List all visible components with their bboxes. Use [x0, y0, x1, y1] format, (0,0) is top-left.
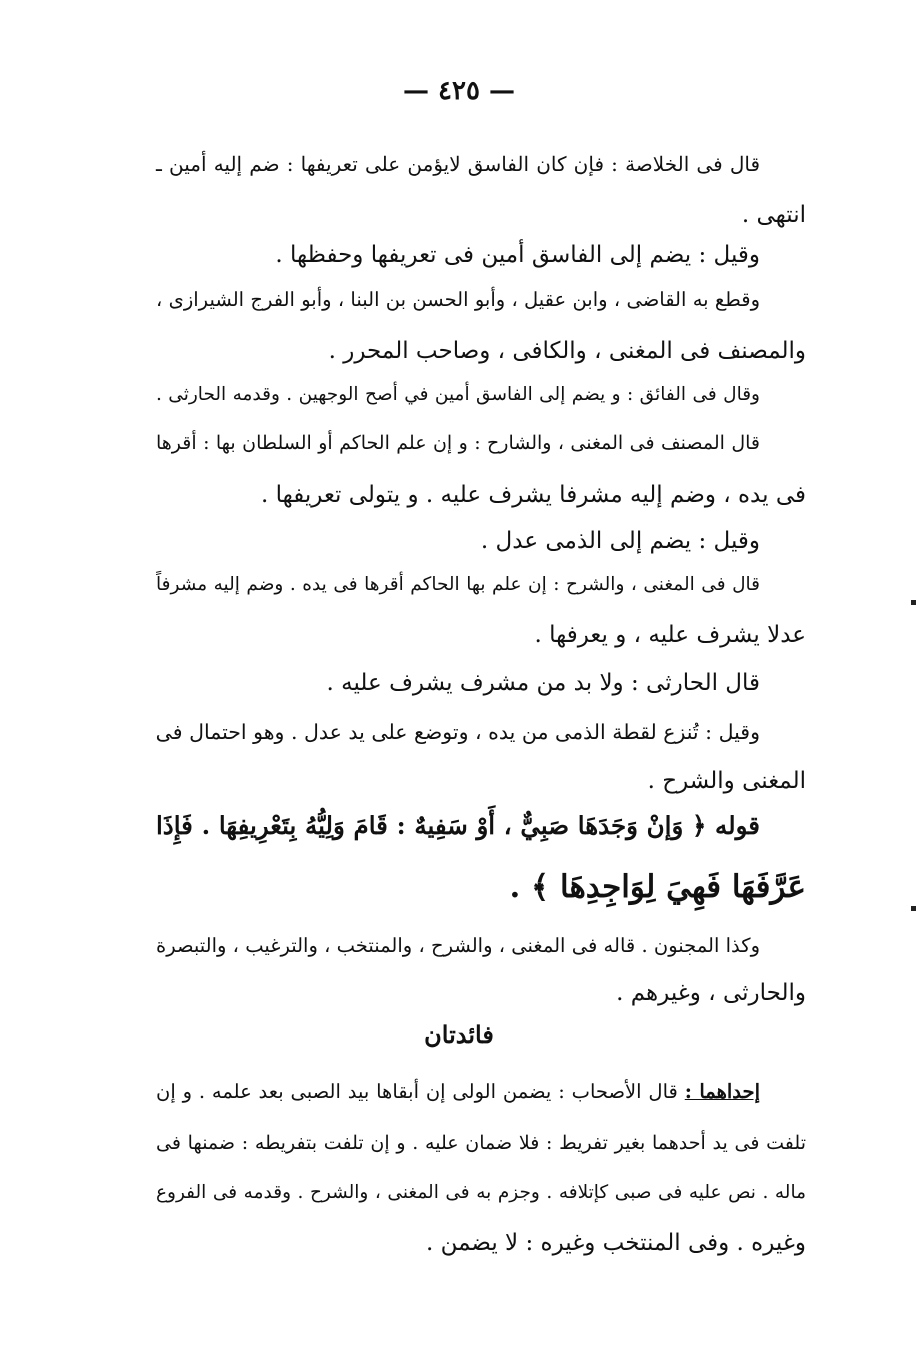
text-line-10: قال فى المغنى ، والشرح : إن علم بها الحاكم أقرها فى يده . وضم إليه مشرفاً: [156, 574, 760, 595]
text-line-8: فى يده ، وضم إليه مشرفا يشرف عليه . و يتولى تعريفها .: [260, 482, 806, 508]
text-line-1: قال فى الخلاصة : فإن كان الفاسق لايؤمن على تعريفها : ضم إليه أمين ـ: [156, 152, 760, 176]
text-line-13: وقيل : تُنزع لقطة الذمى من يده ، وتوضع على يد عدل . وهو احتمال فى: [155, 720, 760, 744]
page-number: — ٤٢٥ —: [402, 76, 516, 106]
section-heading: فائدتان: [424, 1020, 494, 1049]
text-line-22: وغيره . وفى المنتخب وغيره : لا يضمن .: [425, 1230, 806, 1256]
text-line-19: [156, 1082, 760, 1102]
note-label: إحداهما :: [684, 1080, 760, 1103]
text-line-20: تلفت فى يد أحدهما بغير تفريط : فلا ضمان عليه . و إن تلفت بتفريطه : ضمنها فى: [156, 1132, 806, 1154]
text-line-9: وقيل : يضم إلى الذمى عدل .: [480, 528, 760, 554]
text-line-17: وكذا المجنون . قاله فى المغنى ، والشرح ، والمنتخب ، والترغيب ، والتبصرة: [156, 934, 760, 957]
text-line-19-body: قال الأصحاب : يضمن الولى إن أبقاها بيد الصبى بعد علمه . و إن: [156, 1080, 678, 1103]
text-line-21: ماله . نص عليه فى صبى كإتلافه . وجزم به فى المغنى ، والشرح . وقدمه فى الفروع: [156, 1182, 806, 1203]
text-line-5: والمصنف فى المغنى ، والكافى ، وصاحب المحرر .: [328, 338, 806, 364]
quran-verse-line-1: قوله ﴿ وَإنْ وَجَدَهَا صَبِيٌّ ، أَوْ سَفِيهٌ : قَامَ وَلِيُّهُ بِتَعْرِيفِهَا . فَإِذَا: [156, 811, 760, 840]
text-line-3: وقيل : يضم إلى الفاسق أمين فى تعريفها وحفظها .: [275, 242, 760, 268]
text-line-4: وقطع به القاضى ، وابن عقيل ، وأبو الحسن بن البنا ، وأبو الفرج الشيرازى ،: [156, 288, 760, 311]
text-line-14: المغنى والشرح .: [647, 768, 806, 794]
scan-mark: [911, 600, 916, 605]
text-line-7: قال المصنف فى المغنى ، والشارح : و إن علم الحاكم أو السلطان بها : أقرها: [156, 432, 760, 454]
text-line-18: والحارثى ، وغيرهم .: [616, 980, 806, 1006]
quran-verse-line-2: عَرَّفَهَا فَهِيَ لِوَاجِدِهَا ﴾ .: [509, 869, 806, 905]
text-line-11: عدلا يشرف عليه ، و يعرفها .: [534, 622, 806, 648]
text-line-6: وقال فى الفائق : و يضم إلى الفاسق أمين في أصح الوجهين . وقدمه الحارثى .: [156, 384, 760, 405]
text-line-2: انتهى .: [741, 202, 806, 228]
scan-mark: [911, 906, 916, 911]
text-line-12: قال الحارثى : ولا بد من مشرف يشرف عليه .: [326, 670, 760, 696]
